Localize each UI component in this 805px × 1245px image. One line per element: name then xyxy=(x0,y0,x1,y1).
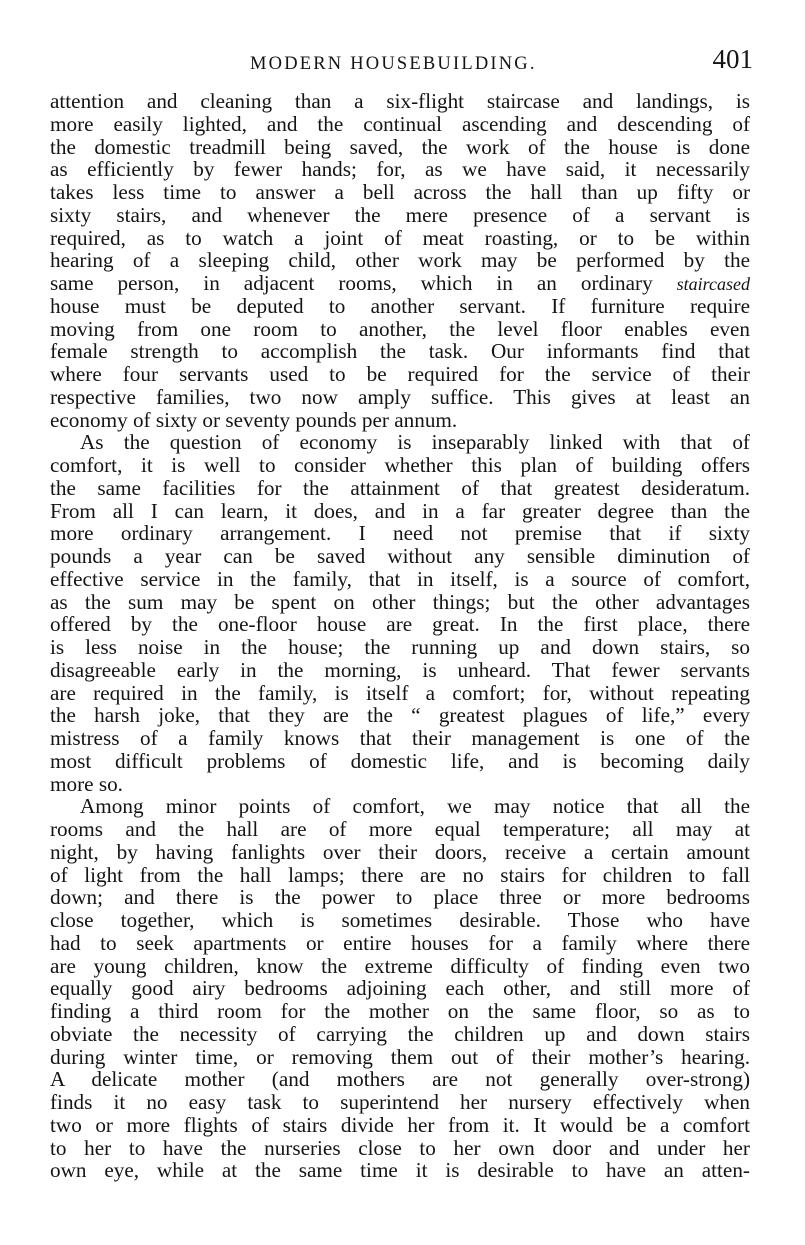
page-number: 401 xyxy=(712,44,753,74)
line-text: are young children, know the extreme difficulty of finding even two xyxy=(50,953,750,978)
text-line xyxy=(50,795,750,818)
line-text: down; and there is the power to place three or more bedrooms xyxy=(50,885,750,910)
line-text: two or more flights of stairs divide her from it. It would be a comfort xyxy=(50,1112,750,1137)
body-text xyxy=(50,90,750,1182)
text-line xyxy=(50,932,750,955)
line-text: As the question of economy is inseparably linked with that of xyxy=(80,430,750,455)
text-line xyxy=(50,1023,750,1046)
text-line xyxy=(50,1046,750,1069)
line-text: as the sum may be spent on other things; but the other advantages xyxy=(50,589,750,614)
text-line xyxy=(50,1068,750,1091)
text-line xyxy=(50,682,750,705)
text-line xyxy=(50,454,750,477)
text-line xyxy=(50,90,750,113)
line-text: disagreeable early in the morning, is unheard. That fewer servants xyxy=(50,657,750,682)
line-text: respective families, two now amply suffice. This gives at least an xyxy=(50,384,750,409)
text-line xyxy=(50,636,750,659)
text-line xyxy=(50,1159,750,1182)
line-text: more so. xyxy=(50,771,123,796)
line-text: had to seek apartments or entire houses for a family where there xyxy=(50,930,750,955)
text-line xyxy=(50,477,750,500)
line-text: own eye, while at the same time it is desirable to have an atten- xyxy=(50,1158,750,1183)
text-line xyxy=(50,500,750,523)
line-text: moving from one room to another, the level floor enables even xyxy=(50,316,750,341)
text-line xyxy=(50,818,750,841)
text-line xyxy=(50,136,750,159)
text-line xyxy=(50,909,750,932)
text-line xyxy=(50,204,750,227)
text-line xyxy=(50,1114,750,1137)
text-line xyxy=(50,318,750,341)
line-text: same person, in adjacent rooms, which in an ordinary xyxy=(50,271,677,295)
text-line xyxy=(50,864,750,887)
line-text: are required in the family, is itself a comfort; for, without repeating xyxy=(50,680,750,705)
text-line xyxy=(50,955,750,978)
text-line xyxy=(50,750,750,773)
text-line xyxy=(50,522,750,545)
text-line xyxy=(50,568,750,591)
line-text: finds it no easy task to superintend her nursery effectively when xyxy=(50,1090,750,1114)
line-text: as efficiently by fewer hands; for, as we have said, it necessarily xyxy=(50,157,750,182)
line-text: comfort, it is well to consider whether this plan of building offers xyxy=(50,453,750,477)
text-line xyxy=(50,272,750,295)
text-line xyxy=(50,886,750,909)
text-line xyxy=(50,1091,750,1114)
text-line xyxy=(50,409,750,432)
text-line xyxy=(50,431,750,454)
line-text: offered by the one-floor house are great. In the first place, there xyxy=(50,612,750,637)
line-text: more ordinary arrangement. I need not premise that if sixty xyxy=(50,521,750,546)
text-line xyxy=(50,249,750,272)
line-text: house must be deputed to another servant. If furniture require xyxy=(50,293,750,318)
line-text: night, by having fanlights over their doors, receive a certain amount xyxy=(50,839,750,864)
line-text: Among minor points of comfort, we may notice that all the xyxy=(80,794,750,819)
line-text: A delicate mother (and mothers are not generally over-strong) xyxy=(50,1067,750,1092)
line-text: economy of sixty or seventy pounds per annum. xyxy=(50,407,458,432)
text-line xyxy=(50,1000,750,1023)
text-line xyxy=(50,181,750,204)
page-header xyxy=(48,44,753,78)
line-text: the domestic treadmill being saved, the work of the house is done xyxy=(50,134,750,159)
line-text: attention and cleaning than a six-flight staircase and landings, is xyxy=(50,89,750,113)
line-text: equally good airy bedrooms adjoining each other, and still more of xyxy=(50,976,750,1001)
line-text: takes less time to answer a bell across the hall than up fifty or xyxy=(50,180,750,204)
line-text: is less noise in the house; the running up and down stairs, so xyxy=(50,635,750,659)
line-text: of light from the hall lamps; there are no stairs for children to fall xyxy=(50,862,750,887)
text-line xyxy=(50,386,750,409)
line-text: From all I can learn, it does, and in a far greater degree than the xyxy=(50,498,750,523)
line-text: female strength to accomplish the task. Our informants find that xyxy=(50,339,750,364)
running-head: MODERN HOUSEBUILDING. xyxy=(250,54,537,74)
text-line xyxy=(50,340,750,363)
text-line xyxy=(50,727,750,750)
text-line xyxy=(50,613,750,636)
line-text: more easily lighted, and the continual ascending and descending of xyxy=(50,111,750,136)
line-text: hearing of a sleeping child, other work may be performed by the xyxy=(50,248,750,273)
line-text: obviate the necessity of carrying the children up and down stairs xyxy=(50,1021,750,1046)
line-text: pounds a year can be saved without any sensible diminution of xyxy=(50,544,750,568)
text-line xyxy=(50,841,750,864)
line-text: most difficult problems of domestic life, and is becoming daily xyxy=(50,748,750,773)
text-line xyxy=(50,1137,750,1160)
line-text: mistress of a family knows that their management is one of the xyxy=(50,726,750,750)
line-text: during winter time, or removing them out of their mother’s hearing. xyxy=(50,1044,750,1069)
line-text: rooms and the hall are of more equal temperature; all may at xyxy=(50,817,750,841)
line-text: where four servants used to be required for the service of their xyxy=(50,362,750,386)
line-text: to her to have the nurseries close to her own door and under her xyxy=(50,1135,750,1160)
line-text: the harsh joke, that they are the “ greatest plagues of life,” every xyxy=(50,703,750,728)
text-line xyxy=(50,295,750,318)
text-line xyxy=(50,591,750,614)
text-line xyxy=(50,704,750,727)
line-text: required, as to watch a joint of meat roasting, or to be within xyxy=(50,225,750,250)
text-line xyxy=(50,113,750,136)
line-text: sixty stairs, and whenever the mere presence of a servant is xyxy=(50,202,750,227)
line-text: finding a third room for the mother on the same floor, so as to xyxy=(50,999,750,1023)
line-text: close together, which is sometimes desirable. Those who have xyxy=(50,908,750,932)
text-line xyxy=(50,227,750,250)
line-text: the same facilities for the attainment of that greatest desideratum. xyxy=(50,475,750,500)
text-line xyxy=(50,545,750,568)
text-line xyxy=(50,977,750,1000)
line-text: effective service in the family, that in itself, is a source of comfort, xyxy=(50,566,750,591)
text-line xyxy=(50,363,750,386)
text-line xyxy=(50,659,750,682)
text-line xyxy=(50,158,750,181)
italic-word: staircased xyxy=(676,274,750,294)
text-line xyxy=(50,773,750,796)
